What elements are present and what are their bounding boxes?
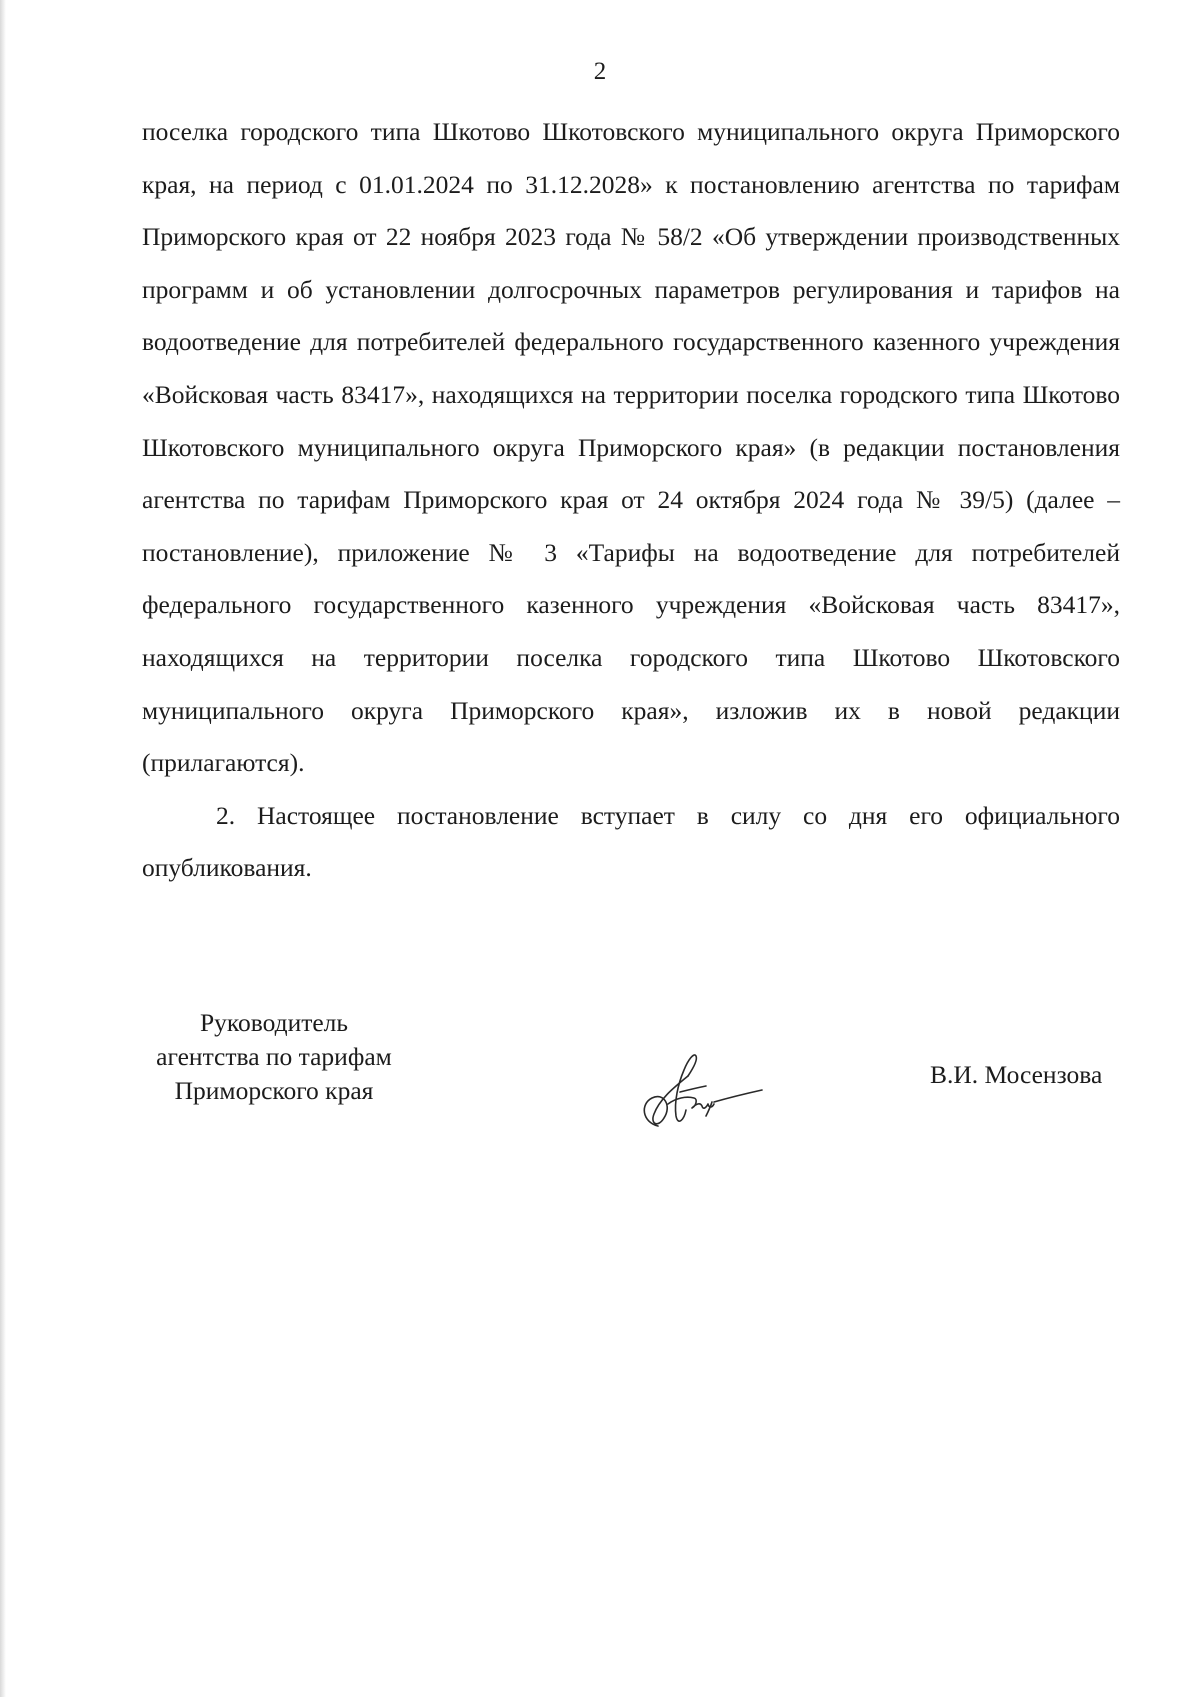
- signer-name: В.И. Мосензова: [930, 1060, 1103, 1089]
- signer-title: [144, 1006, 404, 1108]
- document-body: [142, 106, 1120, 895]
- page-number: 2: [593, 58, 607, 85]
- paragraph-continuation: поселка городского типа Шкотово Шкотовского муниципального округа Приморского края, на период с 01.01.2024 по 31.12.2028» к постановлению агентства по тарифам Приморского края от 22 ноября 2023 года № 58/2 «Об утверждении производственных программ и об установлении долгосрочных параметров регулирования и тарифов на водоотведение для потребителей федерального государственного казенного учреждения «Войсковая часть 83417», находящихся на территории поселка городского типа Шкотово Шкотовского муниципального округа Приморского края» (в редакции постановления агентства по тарифам Приморского края от 24 октября 2024 года № 39/5) (далее – постановление), приложение № 3 «Тарифы на водоотведение для потребителей федерального государственного казенного учреждения «Войсковая часть 83417», находящихся на территории поселка городского типа Шкотово Шкотовского муниципального округа Приморского края», изложив их в новой редакции (прилагаются).: [142, 117, 1120, 778]
- paragraph-effective-date: 2. Настоящее постановление вступает в силу со дня его официального опубликования.: [142, 800, 1120, 883]
- signer-title-line: Руководитель: [199, 1008, 349, 1037]
- scan-edge: [0, 0, 6, 1697]
- signer-title-line: агентства по тарифам: [156, 1042, 392, 1071]
- handwritten-signature: [636, 1046, 766, 1134]
- signer-title-line: Приморского края: [174, 1076, 374, 1105]
